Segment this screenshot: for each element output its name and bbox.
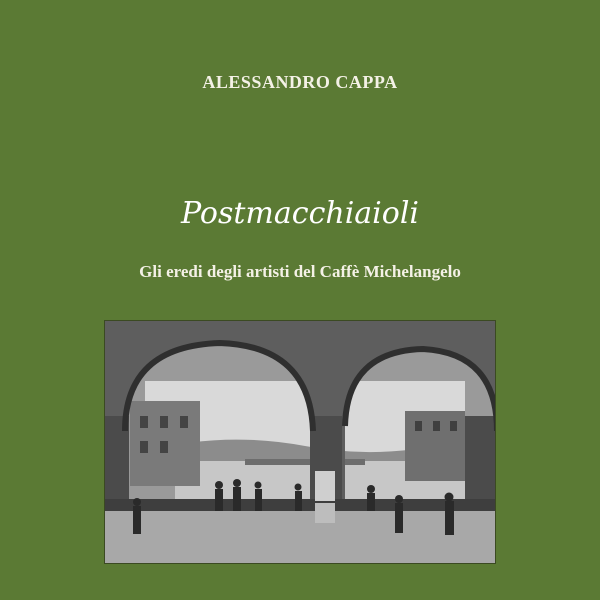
arches-river-illustration (105, 321, 496, 564)
book-title: Postmacchiaioli (180, 196, 420, 231)
book-subtitle: Gli eredi degli artisti del Caffè Michelangelo (139, 262, 461, 281)
author-name: ALESSANDRO CAPPA (202, 72, 398, 92)
cover-photograph (104, 320, 496, 564)
